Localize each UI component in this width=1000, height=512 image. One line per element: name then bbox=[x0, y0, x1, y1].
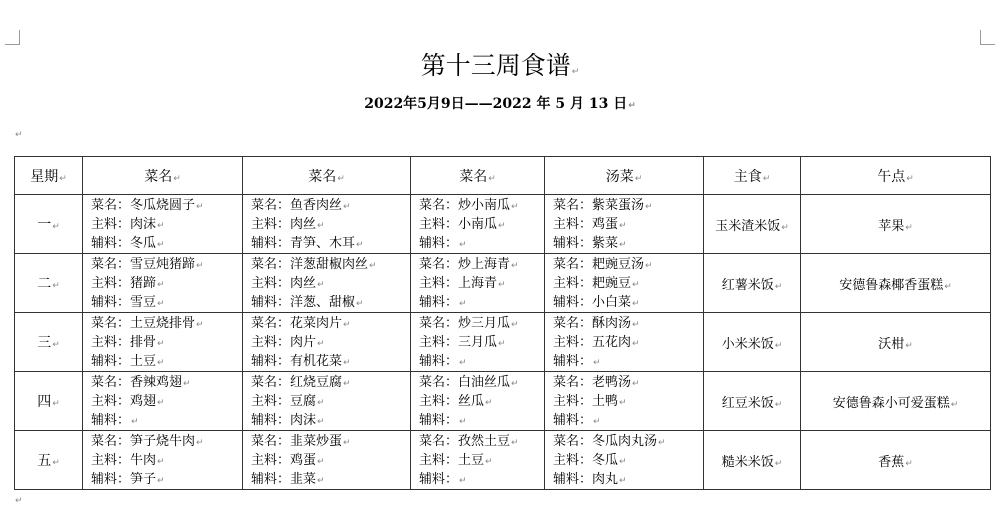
dish-name-line: 菜名：冬瓜肉丸汤↵ bbox=[553, 433, 666, 449]
page-corner-mark-right bbox=[980, 30, 995, 45]
weekday-cell: 二↵ bbox=[15, 254, 83, 313]
side-ingredient-line: 辅料：洋葱、甜椒↵ bbox=[251, 294, 364, 310]
menu-table bbox=[14, 156, 991, 490]
page-corner-mark-left bbox=[5, 30, 20, 45]
staple-cell: 玉米渣米饭↵ bbox=[704, 195, 801, 254]
main-ingredient-line: 主料：排骨↵ bbox=[91, 334, 165, 350]
side-ingredient-line: 辅料：肉丸↵ bbox=[553, 471, 627, 487]
main-ingredient-line: 主料：肉丝↵ bbox=[251, 216, 325, 232]
header-cell: 星期↵ bbox=[15, 157, 83, 195]
page-title: 第十三周食谱↵ bbox=[420, 51, 580, 80]
side-ingredient-line: 辅料：↵ bbox=[419, 412, 467, 428]
dish-cell bbox=[243, 254, 411, 313]
header-cell: 菜名↵ bbox=[243, 157, 411, 195]
weekday-cell: 三↵ bbox=[15, 313, 83, 372]
dish-cell bbox=[243, 431, 411, 490]
header-cell: 菜名↵ bbox=[83, 157, 243, 195]
header-cell: 午点↵ bbox=[801, 157, 991, 195]
dish-cell bbox=[411, 195, 545, 254]
main-ingredient-line: 主料：肉沫↵ bbox=[91, 216, 165, 232]
side-ingredient-line: 辅料：肉沫↵ bbox=[251, 412, 325, 428]
dish-cell bbox=[545, 195, 704, 254]
dish-name-line: 菜名：雪豆炖猪蹄↵ bbox=[91, 256, 204, 272]
snack-cell: 沃柑↵ bbox=[801, 313, 991, 372]
side-ingredient-line: 辅料：↵ bbox=[553, 412, 601, 428]
main-ingredient-line: 主料：肉片↵ bbox=[251, 334, 325, 350]
main-ingredient-line: 主料：土豆↵ bbox=[419, 452, 493, 468]
staple-cell: 红薯米饭↵ bbox=[704, 254, 801, 313]
weekday-cell: 四↵ bbox=[15, 372, 83, 431]
dish-name-line: 菜名：白油丝瓜↵ bbox=[419, 374, 519, 390]
page-subtitle: 2022年5月9日——2022 年 5 月 13 日↵ bbox=[364, 96, 636, 112]
dish-name-line: 菜名：孜然土豆↵ bbox=[419, 433, 519, 449]
main-ingredient-line: 主料：冬瓜↵ bbox=[553, 452, 627, 468]
main-ingredient-line: 主料：三月瓜↵ bbox=[419, 334, 506, 350]
dish-name-line: 菜名：炒三月瓜↵ bbox=[419, 315, 519, 331]
side-ingredient-line: 辅料：土豆↵ bbox=[91, 353, 165, 369]
snack-cell: 安德鲁森小可爱蛋糕↵ bbox=[801, 372, 991, 431]
dish-cell bbox=[83, 372, 243, 431]
dish-cell bbox=[545, 431, 704, 490]
dish-cell bbox=[545, 372, 704, 431]
dish-cell bbox=[411, 372, 545, 431]
weekday-cell: 五↵ bbox=[15, 431, 83, 490]
main-ingredient-line: 主料：丝瓜↵ bbox=[419, 393, 493, 409]
header-cell: 主食↵ bbox=[704, 157, 801, 195]
snack-cell: 香蕉↵ bbox=[801, 431, 991, 490]
main-ingredient-line: 主料：上海青↵ bbox=[419, 275, 506, 291]
dish-cell bbox=[243, 313, 411, 372]
dish-cell bbox=[83, 254, 243, 313]
main-ingredient-line: 主料：小南瓜↵ bbox=[419, 216, 506, 232]
side-ingredient-line: 辅料：紫菜↵ bbox=[553, 235, 627, 251]
dish-name-line: 菜名：韭菜炒蛋↵ bbox=[251, 433, 351, 449]
dish-name-line: 菜名：炒小南瓜↵ bbox=[419, 197, 519, 213]
main-ingredient-line: 主料：耙豌豆↵ bbox=[553, 275, 640, 291]
dish-name-line: 菜名：酥肉汤↵ bbox=[553, 315, 640, 331]
dish-name-line: 菜名：耙豌豆汤↵ bbox=[553, 256, 653, 272]
dish-name-line: 菜名：老鸭汤↵ bbox=[553, 374, 640, 390]
side-ingredient-line: 辅料：有机花菜↵ bbox=[251, 353, 351, 369]
dish-cell bbox=[83, 313, 243, 372]
paragraph-mark-icon: ↵ bbox=[571, 67, 580, 77]
table-row bbox=[15, 195, 991, 254]
dish-cell bbox=[243, 195, 411, 254]
main-ingredient-line: 主料：肉丝↵ bbox=[251, 275, 325, 291]
dish-cell bbox=[545, 254, 704, 313]
side-ingredient-line: 辅料：↵ bbox=[419, 235, 467, 251]
dish-name-line: 菜名：冬瓜烧圆子↵ bbox=[91, 197, 204, 213]
side-ingredient-line: 辅料：冬瓜↵ bbox=[91, 235, 165, 251]
staple-cell: 小米米饭↵ bbox=[704, 313, 801, 372]
snack-cell: 安德鲁森椰香蛋糕↵ bbox=[801, 254, 991, 313]
table-row bbox=[15, 431, 991, 490]
staple-cell: 红豆米饭↵ bbox=[704, 372, 801, 431]
dish-name-line: 菜名：笋子烧牛肉↵ bbox=[91, 433, 204, 449]
dish-name-line: 菜名：紫菜蛋汤↵ bbox=[553, 197, 653, 213]
side-ingredient-line: 辅料：韭菜↵ bbox=[251, 471, 325, 487]
main-ingredient-line: 主料：五花肉↵ bbox=[553, 334, 640, 350]
side-ingredient-line: 辅料：雪豆↵ bbox=[91, 294, 165, 310]
dish-name-line: 菜名：红烧豆腐↵ bbox=[251, 374, 351, 390]
main-ingredient-line: 主料：猪蹄↵ bbox=[91, 275, 165, 291]
snack-cell: 苹果↵ bbox=[801, 195, 991, 254]
dish-name-line: 菜名：炒上海青↵ bbox=[419, 256, 519, 272]
dish-name-line: 菜名：洋葱甜椒肉丝↵ bbox=[251, 256, 377, 272]
dish-cell bbox=[411, 431, 545, 490]
paragraph-mark-icon: ↵ bbox=[15, 496, 23, 506]
dish-cell bbox=[545, 313, 704, 372]
side-ingredient-line: 辅料：↵ bbox=[553, 353, 601, 369]
table-row bbox=[15, 372, 991, 431]
side-ingredient-line: 辅料：笋子↵ bbox=[91, 471, 165, 487]
dish-name-line: 菜名：土豆烧排骨↵ bbox=[91, 315, 204, 331]
main-ingredient-line: 主料：鸡蛋↵ bbox=[251, 452, 325, 468]
main-ingredient-line: 主料：豆腐↵ bbox=[251, 393, 325, 409]
dish-cell bbox=[411, 313, 545, 372]
side-ingredient-line: 辅料：青笋、木耳↵ bbox=[251, 235, 364, 251]
side-ingredient-line: 辅料：小白菜↵ bbox=[553, 294, 640, 310]
dish-name-line: 菜名：花菜肉片↵ bbox=[251, 315, 351, 331]
main-ingredient-line: 主料：牛肉↵ bbox=[91, 452, 165, 468]
header-cell: 菜名↵ bbox=[411, 157, 545, 195]
table-header-row bbox=[15, 157, 991, 195]
paragraph-mark-icon: ↵ bbox=[15, 130, 23, 140]
staple-cell: 糙米米饭↵ bbox=[704, 431, 801, 490]
paragraph-mark-icon: ↵ bbox=[628, 101, 636, 111]
main-ingredient-line: 主料：鸡翅↵ bbox=[91, 393, 165, 409]
header-cell: 汤菜↵ bbox=[545, 157, 704, 195]
side-ingredient-line: 辅料：↵ bbox=[419, 353, 467, 369]
dish-cell bbox=[411, 254, 545, 313]
dish-name-line: 菜名：鱼香肉丝↵ bbox=[251, 197, 351, 213]
table-row bbox=[15, 313, 991, 372]
side-ingredient-line: 辅料：↵ bbox=[91, 412, 139, 428]
main-ingredient-line: 主料：鸡蛋↵ bbox=[553, 216, 627, 232]
main-ingredient-line: 主料：土鸭↵ bbox=[553, 393, 627, 409]
table-row bbox=[15, 254, 991, 313]
side-ingredient-line: 辅料：↵ bbox=[419, 294, 467, 310]
dish-cell bbox=[83, 195, 243, 254]
dish-cell bbox=[243, 372, 411, 431]
side-ingredient-line: 辅料：↵ bbox=[419, 471, 467, 487]
dish-name-line: 菜名：香辣鸡翅↵ bbox=[91, 374, 191, 390]
dish-cell bbox=[83, 431, 243, 490]
weekday-cell: 一↵ bbox=[15, 195, 83, 254]
